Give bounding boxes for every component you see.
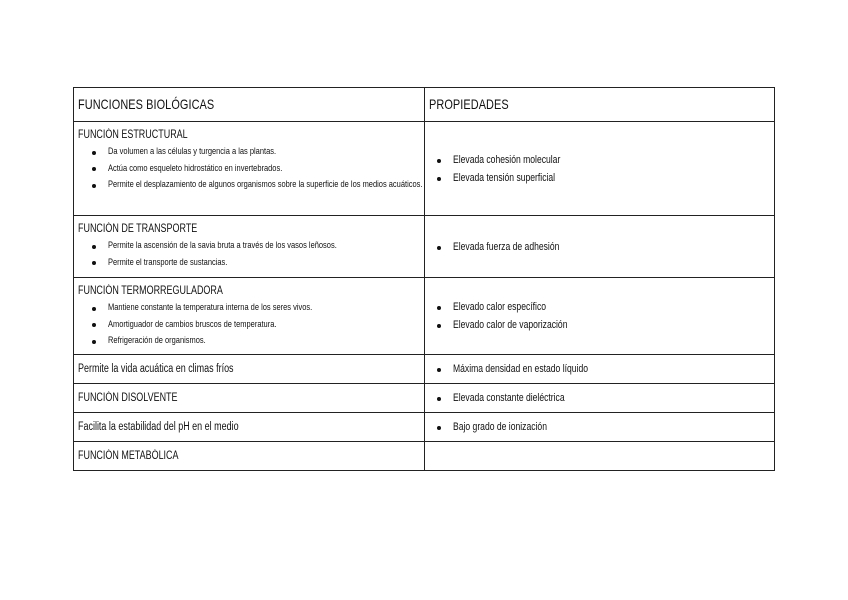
properties-cell <box>425 122 775 216</box>
function-items <box>78 144 423 194</box>
properties-list <box>429 389 770 407</box>
list-item: Da volumen a las células y turgencia a las plantas. <box>108 144 420 161</box>
table-row <box>74 122 775 216</box>
function-cell <box>74 122 425 216</box>
properties-cell <box>425 216 775 278</box>
function-cell <box>74 278 425 355</box>
list-item: Actúa como esqueleto hidrostático en invertebrados. <box>108 161 420 178</box>
function-cell: Facilita la estabilidad del pH en el medio <box>74 413 425 442</box>
properties-cell <box>425 355 775 384</box>
table-row <box>74 442 775 471</box>
table-header-row <box>74 88 775 122</box>
properties-list <box>429 151 770 187</box>
table-row <box>74 355 775 384</box>
list-item: Máxima densidad en estado líquido <box>453 360 770 378</box>
list-item: Mantiene constante la temperatura interna de los seres vivos. <box>108 300 420 317</box>
function-items <box>78 300 420 350</box>
list-item: Elevada cohesión molecular <box>453 151 770 169</box>
function-cell: FUNCIÓN METABÓLICA <box>74 442 425 471</box>
function-title: FUNCIÓN TERMORREGULADORA <box>78 285 223 297</box>
list-item: Elevado calor específico <box>453 298 770 316</box>
function-items <box>78 238 420 271</box>
list-item: Elevada fuerza de adhesión <box>453 238 770 256</box>
properties-cell <box>425 278 775 355</box>
header-properties: PROPIEDADES <box>425 88 775 122</box>
properties-list <box>429 418 770 436</box>
properties-list <box>429 238 770 256</box>
table-row <box>74 384 775 413</box>
list-item: Permite el transporte de sustancias. <box>108 255 420 272</box>
properties-cell <box>425 384 775 413</box>
properties-list <box>429 298 770 334</box>
table-row <box>74 413 775 442</box>
properties-list <box>429 360 770 378</box>
list-item: Elevada constante dieléctrica <box>453 389 770 407</box>
function-cell <box>74 216 425 278</box>
table-row <box>74 278 775 355</box>
list-item: Elevada tensión superficial <box>453 169 770 187</box>
list-item: Permite el desplazamiento de algunos organismos sobre la superficie de los medios acuáticos. <box>108 177 420 194</box>
function-title: FUNCIÓN ESTRUCTURAL <box>78 129 188 141</box>
list-item: Amortiguador de cambios bruscos de temperatura. <box>108 317 420 334</box>
function-cell: FUNCIÓN DISOLVENTE <box>74 384 425 413</box>
list-item: Refrigeración de organismos. <box>108 333 420 350</box>
table-row <box>74 216 775 278</box>
functions-properties-table <box>73 87 775 471</box>
list-item: Permite la ascensión de la savia bruta a través de los vasos leñosos. <box>108 238 420 255</box>
list-item: Elevado calor de vaporización <box>453 316 770 334</box>
header-functions: FUNCIONES BIOLÓGICAS <box>74 88 425 122</box>
function-title: FUNCIÓN DE TRANSPORTE <box>78 223 198 235</box>
function-cell: Permite la vida acuática en climas fríos <box>74 355 425 384</box>
properties-cell <box>425 413 775 442</box>
list-item: Bajo grado de ionización <box>453 418 770 436</box>
properties-cell <box>425 442 775 471</box>
